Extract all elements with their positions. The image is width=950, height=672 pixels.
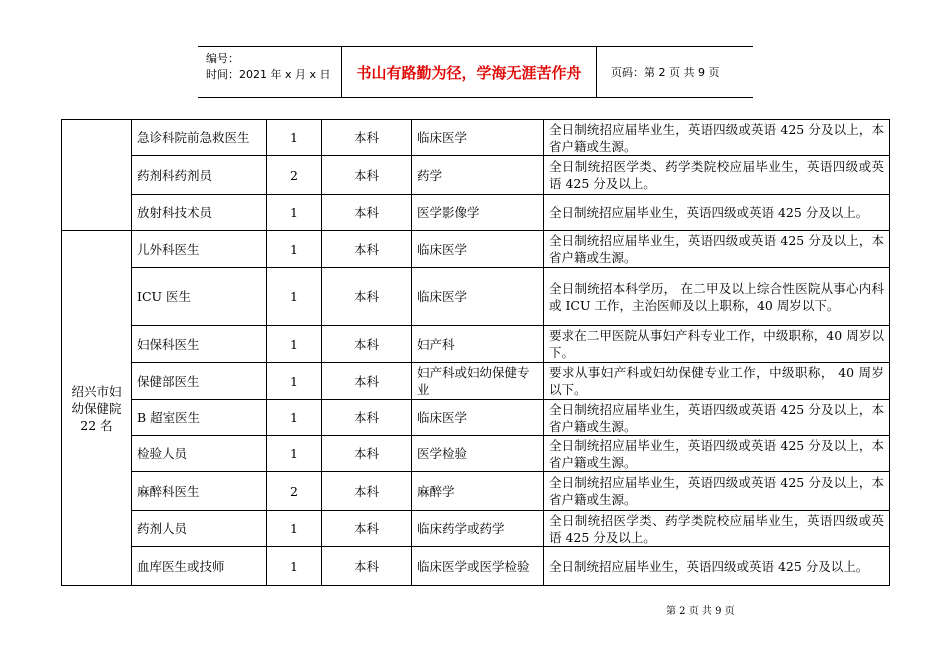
cell-major: 妇产科 [412, 326, 544, 363]
cell-major: 麻醉学 [412, 472, 544, 511]
cell-major: 临床医学或医学检验 [412, 547, 544, 586]
cell-requirements: 全日制统招应届毕业生，英语四级或英语 425 分及以上，本省户籍或生源。 [544, 472, 890, 511]
page-header [198, 46, 753, 98]
cell-education: 本科 [322, 120, 412, 156]
header-meta [206, 51, 331, 83]
table-row [62, 547, 890, 586]
cell-count: 1 [267, 400, 322, 436]
table-row [62, 268, 890, 326]
cell-position: B 超室医生 [132, 400, 267, 436]
cell-requirements: 全日制统招本科学历， 在二甲及以上综合性医院从事心内科或 ICU 工作，主治医师及以上职称，40 周岁以下。 [544, 268, 890, 326]
cell-count: 1 [267, 363, 322, 400]
cell-position: 妇保科医生 [132, 326, 267, 363]
cell-major: 临床医学 [412, 268, 544, 326]
cell-major: 医学检验 [412, 436, 544, 472]
cell-requirements: 全日制统招应届毕业生，英语四级或英语 425 分及以上，本省户籍或生源。 [544, 120, 890, 156]
cell-major: 临床医学 [412, 400, 544, 436]
cell-requirements: 全日制统招应届毕业生，英语四级或英语 425 分及以上，本省户籍或生源。 [544, 436, 890, 472]
table-row [62, 156, 890, 195]
cell-requirements: 全日制统招应届毕业生，英语四级或英语 425 分及以上，本省户籍或生源。 [544, 231, 890, 268]
cell-position: 放射科技术员 [132, 195, 267, 231]
cell-major: 药学 [412, 156, 544, 195]
cell-education: 本科 [322, 195, 412, 231]
cell-count: 1 [267, 120, 322, 156]
cell-count: 1 [267, 268, 322, 326]
cell-education: 本科 [322, 436, 412, 472]
table-row [62, 400, 890, 436]
cell-requirements: 全日制统招应届毕业生，英语四级或英语 425 分及以上。 [544, 547, 890, 586]
cell-count: 1 [267, 511, 322, 547]
cell-education: 本科 [322, 511, 412, 547]
org-name: 绍兴市妇幼保健院 22 名 [62, 231, 132, 586]
cell-education: 本科 [322, 547, 412, 586]
cell-education: 本科 [322, 156, 412, 195]
cell-position: ICU 医生 [132, 268, 267, 326]
table-row [62, 436, 890, 472]
cell-education: 本科 [322, 363, 412, 400]
cell-major: 临床医学 [412, 120, 544, 156]
cell-requirements: 全日制统招医学类、药学类院校应届毕业生，英语四级或英语 425 分及以上。 [544, 511, 890, 547]
cell-count: 2 [267, 156, 322, 195]
cell-requirements: 全日制统招医学类、药学类院校应届毕业生，英语四级或英语 425 分及以上。 [544, 156, 890, 195]
cell-count: 2 [267, 472, 322, 511]
cell-count: 1 [267, 231, 322, 268]
time-label: 时间：2021 年 x 月 x 日 [206, 68, 331, 81]
cell-position: 保健部医生 [132, 363, 267, 400]
motto: 书山有路勤为径，学海无涯苦作舟 [341, 47, 597, 97]
cell-position: 药剂科药剂员 [132, 156, 267, 195]
table-row [62, 472, 890, 511]
cell-major: 妇产科或妇幼保健专业 [412, 363, 544, 400]
table-row [62, 195, 890, 231]
cell-education: 本科 [322, 231, 412, 268]
table-row [62, 511, 890, 547]
table-row [62, 363, 890, 400]
cell-major: 临床药学或药学 [412, 511, 544, 547]
page-footer: 第 2 页 共 9 页 [666, 606, 735, 617]
cell-position: 急诊科院前急救医生 [132, 120, 267, 156]
cell-position: 血库医生或技师 [132, 547, 267, 586]
cell-education: 本科 [322, 472, 412, 511]
cell-education: 本科 [322, 268, 412, 326]
cell-position: 检验人员 [132, 436, 267, 472]
org-cell-continued [62, 120, 132, 231]
cell-education: 本科 [322, 326, 412, 363]
table-row [62, 120, 890, 156]
cell-education: 本科 [322, 400, 412, 436]
cell-requirements: 要求从事妇产科或妇幼保健专业工作，中级职称， 40 周岁以下。 [544, 363, 890, 400]
cell-major: 临床医学 [412, 231, 544, 268]
table-row [62, 326, 890, 363]
cell-count: 1 [267, 195, 322, 231]
cell-requirements: 全日制统招应届毕业生，英语四级或英语 425 分及以上。 [544, 195, 890, 231]
table-row [62, 231, 890, 268]
cell-position: 儿外科医生 [132, 231, 267, 268]
number-label: 编号： [206, 52, 239, 65]
cell-count: 1 [267, 436, 322, 472]
cell-position: 药剂人员 [132, 511, 267, 547]
cell-requirements: 要求在二甲医院从事妇产科专业工作，中级职称，40 周岁以下。 [544, 326, 890, 363]
cell-requirements: 全日制统招应届毕业生，英语四级或英语 425 分及以上，本省户籍或生源。 [544, 400, 890, 436]
cell-major: 医学影像学 [412, 195, 544, 231]
cell-count: 1 [267, 547, 322, 586]
page-indicator: 页码：第 2 页 共 9 页 [611, 66, 720, 79]
cell-count: 1 [267, 326, 322, 363]
recruitment-table [61, 119, 890, 586]
cell-position: 麻醉科医生 [132, 472, 267, 511]
